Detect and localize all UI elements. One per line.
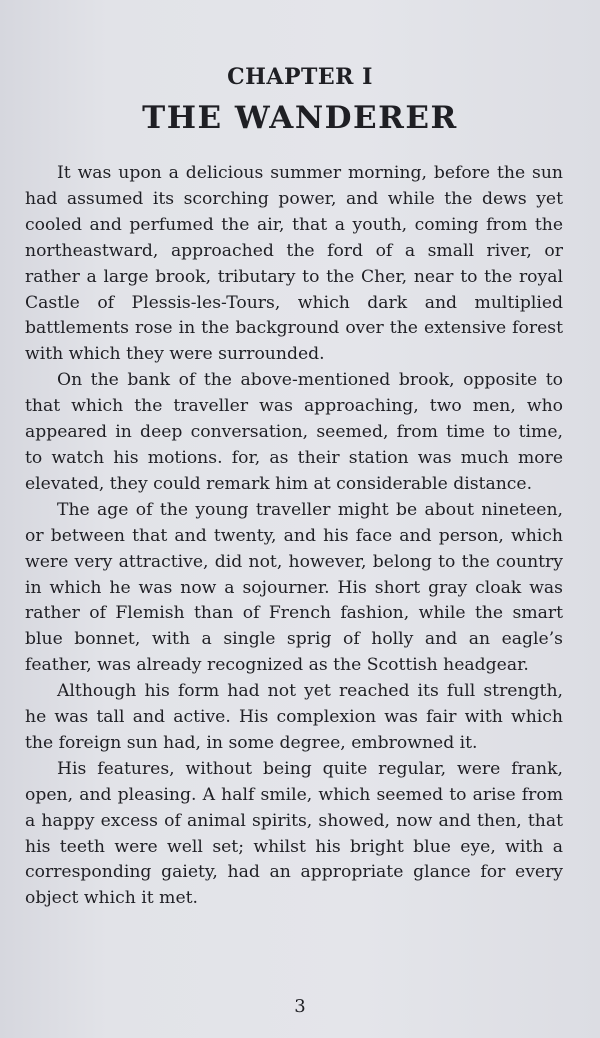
paragraph: The age of the young traveller might be about nineteen, or between that and twenty, and his face and person, which were very attractive, did not, however, belong to the country in which he was now a sojourner. His short gray cloak was rather of Flemish than of French fashion, while the smart blue bonnet, with a single sprig of holly and an eagle’s feather, was already recognized as the Scottish headgear. xyxy=(25,499,563,676)
chapter-title: THE WANDERER xyxy=(142,100,458,136)
paragraph: His features, without being quite regular, were frank, open, and pleasing. A half smile, which seemed to arise from a happy excess of animal spirits, showed, now and then, that his teeth were well set; whilst his bright blue eye, with a corresponding gaiety, had an appropriate glance for every object which it met. xyxy=(25,758,563,909)
chapter-label: CHAPTER I xyxy=(227,64,373,90)
paragraph: Although his form had not yet reached its full strength, he was tall and active. His complexion was fair with which the foreign sun had, in some degree, embrowned it. xyxy=(25,681,563,753)
page-number: 3 xyxy=(294,996,306,1017)
paragraph: It was upon a delicious summer morning, before the sun had assumed its scorching power, and while the dews yet cooled and perfumed the air, that a youth, coming from the northeastward, approached the ford of a small river, or rather a large brook, tributary to the Cher, near to the royal Castle of Plessis-les-Tours, which dark and multiplied battlements rose in the background over the extensive forest with which they were surrounded. xyxy=(25,163,563,365)
body-text xyxy=(25,161,563,912)
paragraph: On the bank of the above-mentioned brook, opposite to that which the traveller was approaching, two men, who appeared in deep conversation, seemed, from time to time, to watch his motions. for, as their station was much more elevated, they could remark him at considerable distance. xyxy=(25,370,563,494)
